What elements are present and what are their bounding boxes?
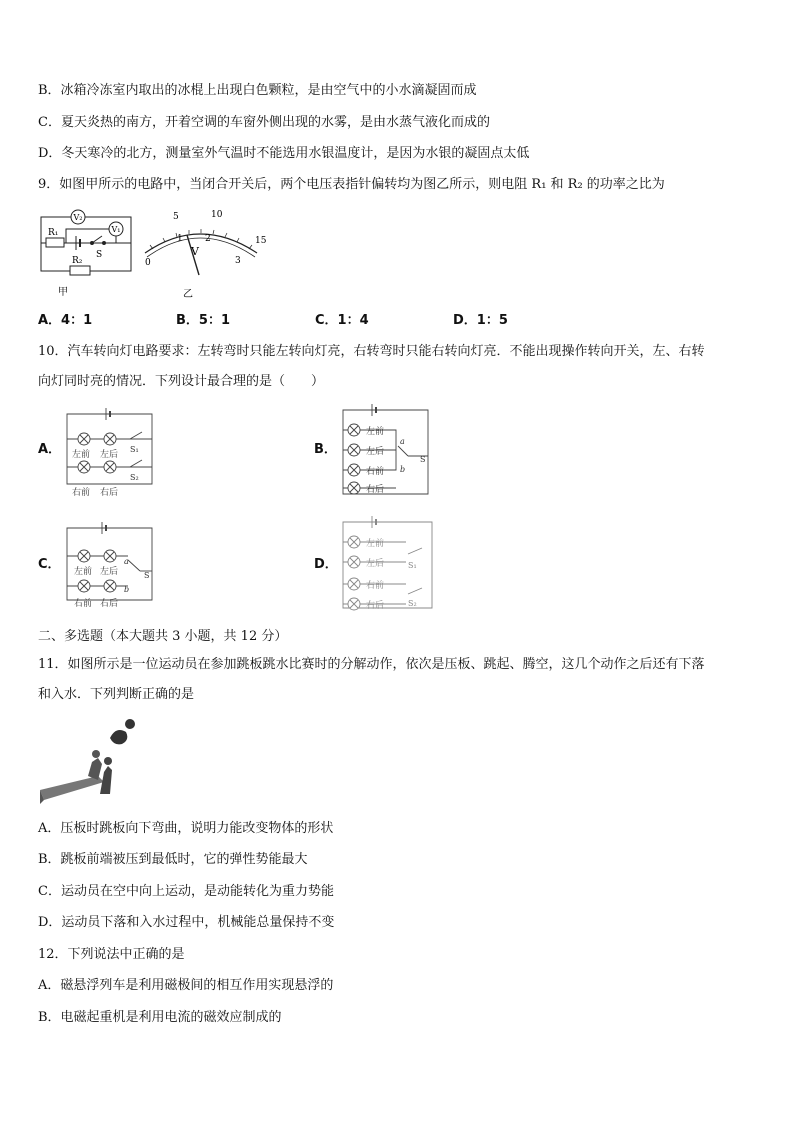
v1-label: V₁	[111, 225, 121, 234]
svg-text:S₁: S₁	[130, 445, 139, 454]
svg-text:左后: 左后	[366, 559, 385, 569]
svg-text:右后: 右后	[100, 599, 119, 609]
q12-option-a: A．磁悬浮列车是利用磁极间的相互作用实现悬浮的	[38, 978, 334, 993]
q11-option-c: C．运动员在空中向上运动，是动能转化为重力势能	[38, 884, 334, 899]
q9-stem: 9．如图甲所示的电路中，当闭合开关后，两个电压表指针偏转均为图乙所示，则电阻 R₁ 和 R₂ 的功率之比为	[38, 177, 665, 192]
q9-option-b: B．5：1	[176, 313, 230, 328]
q11-option-d: D．运动员下落和入水过程中，机械能总量保持不变	[38, 915, 335, 930]
svg-text:左后: 左后	[100, 450, 119, 460]
svg-text:左后: 左后	[366, 447, 385, 457]
q10-option-d-letter: D．	[314, 557, 338, 572]
dial-upper-15: 15	[255, 236, 267, 246]
q8-option-c: C．夏天炎热的南方，开着空调的车窗外侧出现的水雾，是由水蒸气液化而成的	[38, 115, 490, 130]
svg-text:左前: 左前	[74, 567, 93, 577]
svg-text:左前: 左前	[366, 539, 385, 549]
dial-lower-1: 1	[177, 234, 183, 244]
q10-stem-line2: 向灯同时亮的情况．下列设计最合理的是（ ）	[38, 374, 325, 389]
q9-option-a: A．4：1	[38, 313, 93, 328]
q9-option-d: D．1：5	[453, 313, 508, 328]
svg-text:S: S	[144, 571, 150, 580]
q10-option-d-circuit	[338, 512, 438, 616]
q10-stem-line1: 10．汽车转向灯电路要求：左转弯时只能左转向灯亮，右转弯时只能右转向灯亮．不能出现操作转向开关，左、右转	[38, 344, 705, 359]
svg-text:S₂: S₂	[130, 473, 139, 482]
dial-unit: V	[191, 245, 199, 258]
svg-text:S₂: S₂	[408, 599, 417, 608]
q10-option-b-circuit	[338, 400, 436, 500]
q12-option-b: B．电磁起重机是利用电流的磁效应制成的	[38, 1010, 282, 1025]
q9-circuit-figure	[36, 205, 136, 300]
q9-voltmeter-dial	[135, 205, 270, 300]
svg-text:S₁: S₁	[408, 561, 417, 570]
svg-text:右后: 右后	[100, 488, 119, 498]
r1-label: R₁	[48, 228, 59, 238]
q11-stem-line2: 和入水．下列判断正确的是	[38, 687, 195, 702]
q9-option-c: C．1：4	[315, 313, 369, 328]
dial-lower-2: 2	[205, 234, 211, 244]
q8-option-d: D．冬天寒冷的北方，测量室外气温时不能选用水银温度计，是因为水银的凝固点太低	[38, 146, 530, 161]
dial-lower-3: 3	[235, 256, 241, 266]
q11-option-b: B．跳板前端被压到最低时，它的弹性势能最大	[38, 852, 308, 867]
svg-text:右前: 右前	[366, 581, 385, 591]
v2-label: V₂	[73, 213, 83, 222]
q11-option-a: A．压板时跳板向下弯曲，说明力能改变物体的形状	[38, 821, 334, 836]
dial-upper-10: 10	[211, 210, 223, 220]
svg-text:a: a	[124, 557, 129, 566]
svg-text:b: b	[124, 585, 130, 594]
svg-text:左后: 左后	[100, 567, 119, 577]
fig-jia-label: 甲	[58, 287, 68, 298]
svg-text:b: b	[400, 465, 406, 474]
q10-option-a-circuit	[62, 402, 160, 498]
section-2-heading: 二、多选题（本大题共 3 小题，共 12 分）	[38, 629, 288, 644]
q8-option-b: B．冰箱冷冻室内取出的冰棍上出现白色颗粒，是由空气中的小水滴凝固而成	[38, 83, 477, 98]
svg-text:右前: 右前	[366, 467, 385, 477]
r2-label: R₂	[72, 256, 83, 266]
svg-text:左前: 左前	[72, 450, 91, 460]
svg-text:右后: 右后	[366, 485, 385, 495]
s-label: S	[96, 250, 103, 260]
svg-text:右前: 右前	[74, 599, 93, 609]
q10-option-c-letter: C．	[38, 557, 61, 572]
svg-text:S: S	[420, 455, 426, 464]
svg-text:左前: 左前	[366, 427, 385, 437]
dial-upper-5: 5	[173, 212, 179, 222]
q10-option-b-letter: B．	[314, 442, 337, 457]
svg-text:右前: 右前	[72, 488, 91, 498]
q11-diving-figure	[38, 714, 138, 806]
q10-option-a-letter: A．	[38, 442, 62, 457]
svg-text:右后: 右后	[366, 601, 385, 611]
fig-yi-label: 乙	[183, 289, 193, 300]
svg-text:a: a	[400, 437, 405, 446]
q12-stem: 12．下列说法中正确的是	[38, 947, 185, 962]
q10-option-c-circuit	[62, 516, 160, 612]
dial-lower-0: 0	[145, 258, 151, 268]
q11-stem-line1: 11．如图所示是一位运动员在参加跳板跳水比赛时的分解动作，依次是压板、跳起、腾空，这几个动作之后还有下落	[38, 657, 705, 672]
